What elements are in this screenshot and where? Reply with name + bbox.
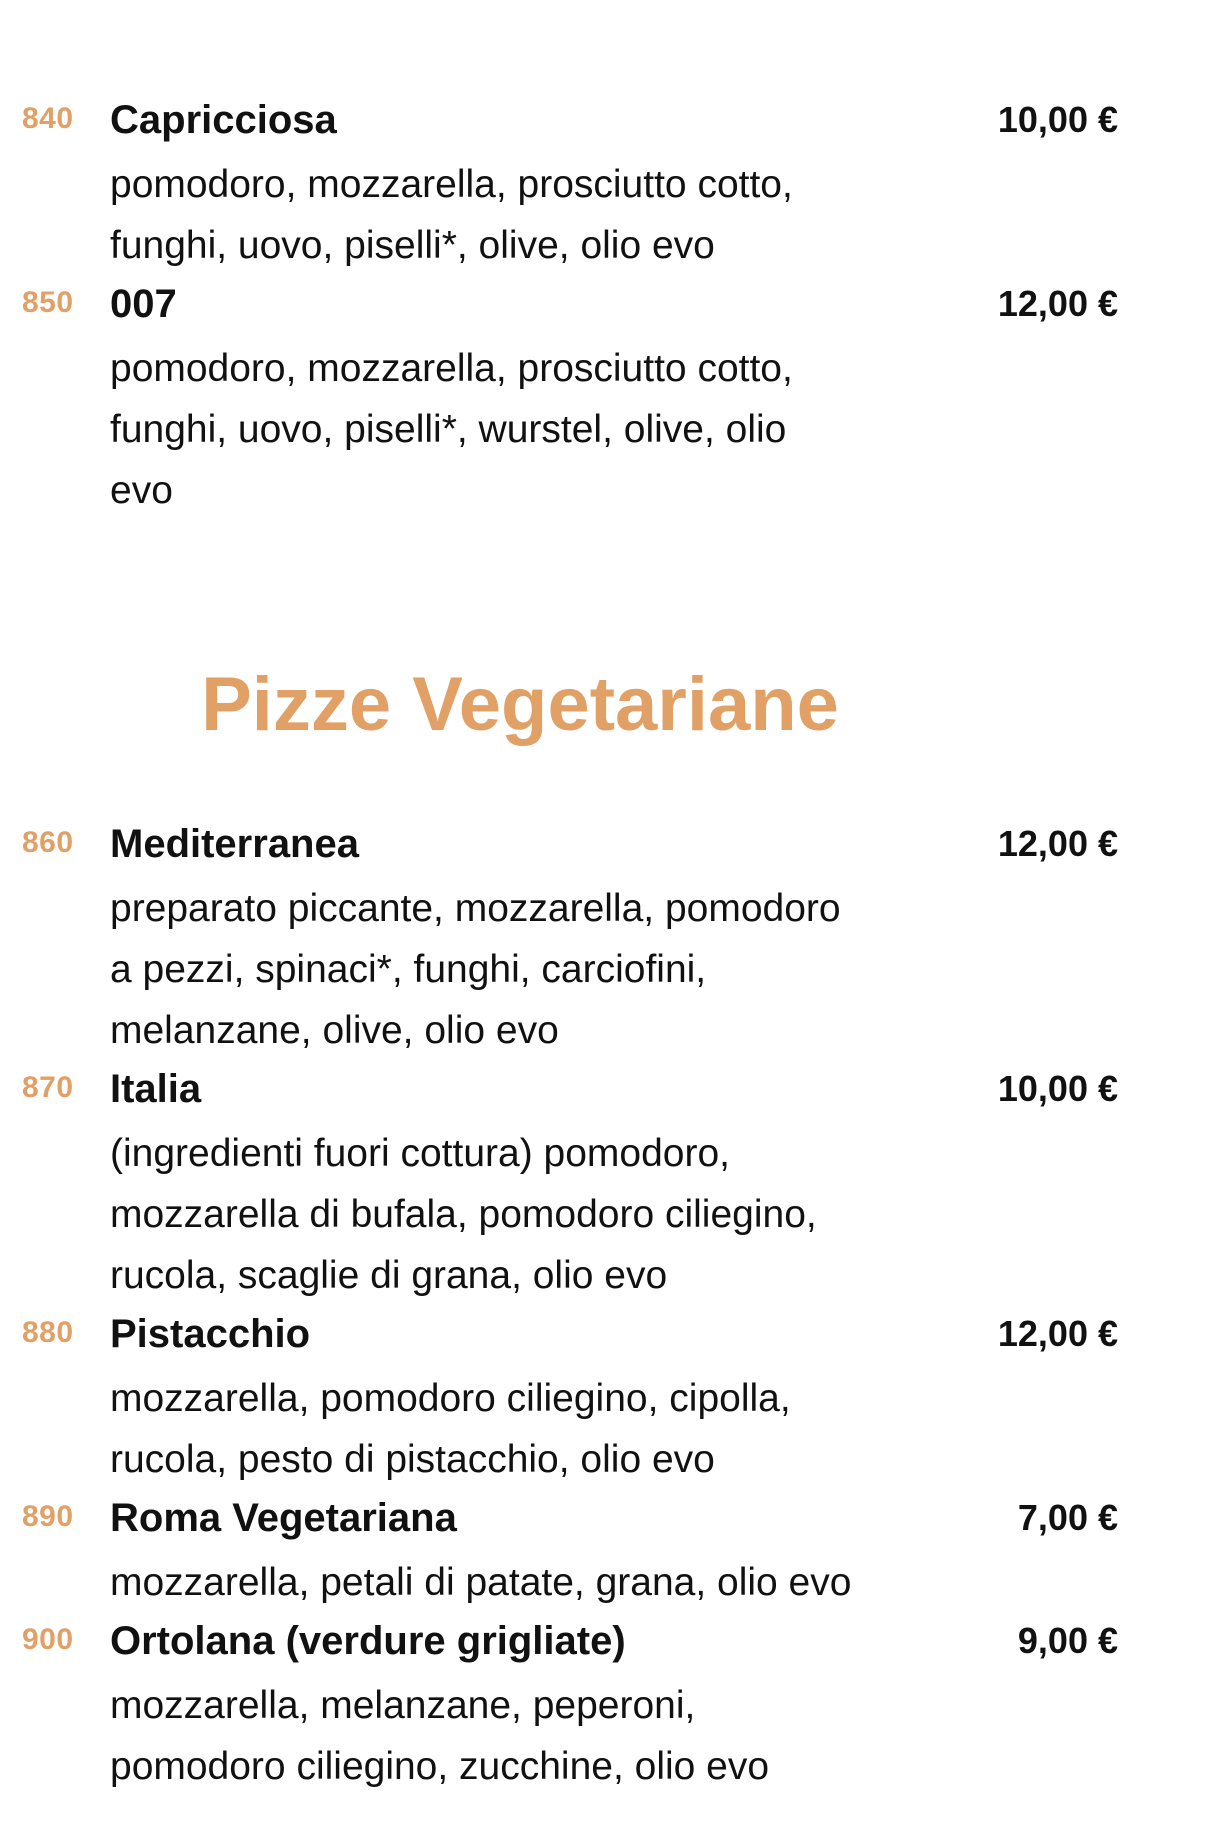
item-name: Roma Vegetariana [110,1496,457,1540]
item-price: 12,00 € [997,283,1118,324]
description-line: a pezzi, spinaci*, funghi, carciofini, [110,948,707,991]
item-number: 890 [22,1500,74,1533]
item-description [110,1675,950,1797]
item-price: 10,00 € [997,1068,1118,1109]
item-name: Mediterranea [110,822,359,866]
description-line: pomodoro, mozzarella, prosciutto cotto, [110,163,793,206]
description-line: rucola, scaglie di grana, olio evo [110,1254,668,1297]
item-name: Italia [110,1067,202,1111]
item-price: 12,00 € [997,1313,1118,1354]
item-price: 7,00 € [1017,1497,1118,1538]
item-description [110,878,950,1061]
item-price: 9,00 € [1017,1620,1118,1661]
description-line: rucola, pesto di pistacchio, olio evo [110,1438,715,1481]
item-number: 870 [22,1071,74,1104]
item-number: 860 [22,826,74,859]
item-name: Capricciosa [110,98,337,142]
item-price: 12,00 € [997,823,1118,864]
item-name: Ortolana (verdure grigliate) [110,1619,626,1663]
item-number: 900 [22,1623,74,1656]
section-heading: Pizze Vegetariane [201,662,839,747]
item-description [110,1368,950,1490]
description-line: mozzarella, pomodoro ciliegino, cipolla, [110,1377,791,1420]
item-number: 850 [22,286,74,319]
item-description [110,338,950,521]
description-line: (ingredienti fuori cottura) pomodoro, [110,1132,730,1175]
description-line: evo [110,469,173,512]
description-line: funghi, uovo, piselli*, olive, olio evo [110,224,715,267]
description-line: funghi, uovo, piselli*, wurstel, olive, olio [110,408,787,451]
item-description [110,1123,950,1306]
item-name: 007 [110,282,177,326]
item-price: 10,00 € [997,99,1118,140]
item-name: Pistacchio [110,1312,311,1356]
item-number: 880 [22,1316,74,1349]
description-line: mozzarella, melanzane, peperoni, [110,1684,696,1727]
description-line: pomodoro ciliegino, zucchine, olio evo [110,1745,770,1788]
description-line: preparato piccante, mozzarella, pomodoro [110,887,841,930]
item-number: 840 [22,102,74,135]
description-line: mozzarella, petali di patate, grana, olio evo [110,1561,852,1604]
item-description [110,1552,950,1613]
description-line: melanzane, olive, olio evo [110,1009,559,1052]
description-line: pomodoro, mozzarella, prosciutto cotto, [110,347,793,390]
description-line: mozzarella di bufala, pomodoro ciliegino, [110,1193,817,1236]
item-description [110,154,950,276]
